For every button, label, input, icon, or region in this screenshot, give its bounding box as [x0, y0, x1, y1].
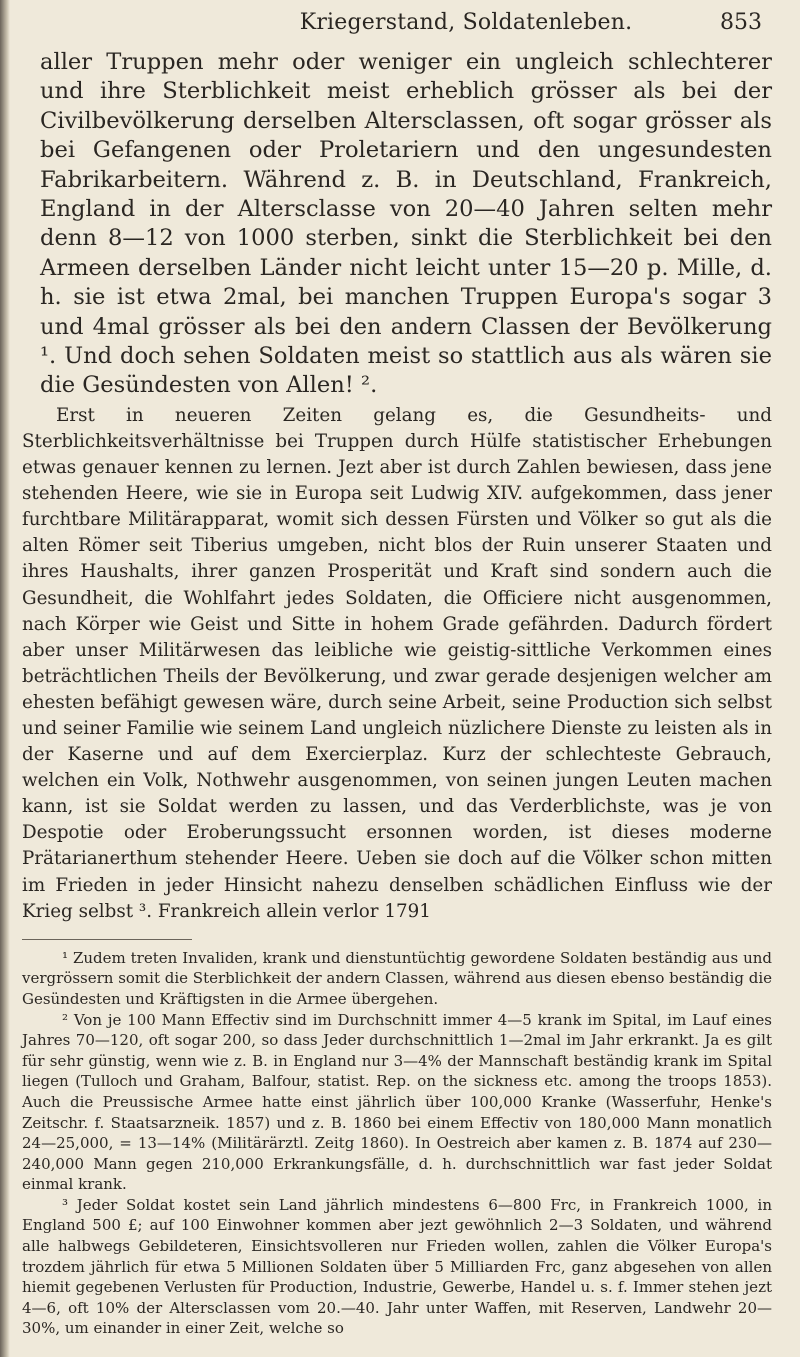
main-paragraph-1: aller Truppen mehr oder weniger ein ungleich schlechterer und ihre Sterblichkeit meist erheblich grösser als bei der Civilbevölkerung derselben Altersclassen, oft sogar grösser als bei Gefangenen oder Proletariern und den ungesundesten Fabrikarbeitern. Während z. B. in Deutschland, Frankreich, England in der Altersclasse von 20—40 Jahren selten mehr denn 8—12 von 1000 sterben, sinkt die Sterblichkeit bei den Armeen derselben Länder nicht leicht unter 15—20 p. Mille, d. h. sie ist etwa 2mal, bei manchen Truppen Europa's sogar 3 und 4mal grösser als bei den andern Classen der Bevölkerung ¹. Und doch sehen Soldaten meist so stattlich aus als wären sie die Gesündesten von Allen! ². — [40, 49, 772, 399]
footnote-1: ¹ Zudem treten Invaliden, krank und dienstuntüchtig gewordene Soldaten beständig aus und vergrössern somit die Sterblichkeit der andern Classen, während aus diesen ebenso beständig die Gesündesten und Kräftigsten in die Armee übergehen. — [22, 948, 772, 1008]
footnote-2: ² Von je 100 Mann Effectiv sind im Durchschnitt immer 4—5 krank im Spital, im Lauf eines Jahres 70—120, oft sogar 200, so dass Jeder durchschnittlich 1—2mal im Jahr erkrankt. Ja es gilt für sehr günstig, wenn wie z. B. in England nur 3—4% der Mannschaft beständig krank im Spital liegen (Tulloch und Graham, Balfour, statist. Rep. on the sickness etc. among the troops 1853). Auch die Preussische Armee hatte einst jährlich über 100,000 Kranke (Wasserfuhr, Henke's Zeitschr. f. Staatsarzneik. 1857) und z. B. 1860 bei einem Effectiv von 180,000 Mann monatlich 24—25,000, = 13—14% (Militärärztl. Zeitg 1860). In Oestreich aber kamen z. B. 1874 auf 230—240,000 Mann gegen 210,000 Erkrankungsfälle, d. h. durchschnittlich war fast jeder Soldat einmal krank. — [22, 1010, 772, 1194]
page-body — [22, 48, 772, 1339]
footnote-separator — [22, 939, 192, 940]
page-binding-edge — [0, 0, 10, 1357]
running-title: Kriegerstand, Soldatenleben. — [299, 10, 633, 35]
main-paragraph-2: Erst in neueren Zeiten gelang es, die Gesundheits- und Sterblichkeitsverhältnisse bei Truppen durch Hülfe statistischer Erhebungen etwas genauer kennen zu lernen. Jezt aber ist durch Zahlen bewiesen, dass jene stehenden Heere, wie sie in Europa seit Ludwig XIV. aufgekommen, dass jener furchtbare Militärapparat, womit sich dessen Fürsten und Völker so gut als die alten Römer seit Tiberius umgeben, nicht blos der Ruin unserer Staaten und ihres Haushalts, ihrer ganzen Prosperität und Kraft sind sondern auch die Gesundheit, die Wohlfahrt jedes Soldaten, die Officiere nicht ausgenommen, nach Körper wie Geist und Sitte in hohem Grade gefährden. Dadurch fördert aber unser Militärwesen das leibliche wie geistig-sittliche Verkommen eines beträchtlichen Theils der Bevölkerung, und zwar gerade desjenigen welcher am ehesten befähigt gewesen wäre, durch seine Arbeit, seine Production sich selbst und seiner Familie wie seinem Land ungleich nüzlichere Dienste zu leisten als in der Kaserne und auf dem Exercierplaz. Kurz der schlechteste Gebrauch, welchen ein Volk, Nothwehr ausgenommen, von seinen jungen Leuten machen kann, ist sie Soldat werden zu lassen, und das Verderblichste, was je von Despotie oder Eroberungssucht ersonnen worden, ist dieses moderne Prätarianerthum stehender Heere. Ueben sie doch auf die Völker schon mitten im Frieden in jeder Hinsicht nahezu denselben schädlichen Einfluss wie der Krieg selbst ³. Frankreich allein verlor 1791 — [22, 404, 772, 922]
running-header — [230, 10, 762, 42]
footnote-3: ³ Jeder Soldat kostet sein Land jährlich mindestens 6—800 Frc, in Frankreich 1000, in England 500 £; auf 100 Einwohner kommen aber jezt gewöhnlich 2—3 Soldaten, und während alle halbwegs Gebildeteren, Einsichtsvolleren nur Frieden wollen, zahlen die Völker Europa's trozdem jährlich für etwa 5 Millionen Soldaten über 5 Milliarden Frc, ganz abgesehen von allen hiemit gegebenen Verlusten für Production, Industrie, Gewerbe, Handel u. s. f. Immer stehen jezt 4—6, oft 10% der Altersclassen vom 20.—40. Jahr unter Waffen, mit Reserven, Landwehr 20—30%, um einander in einer Zeit, welche so — [22, 1195, 772, 1338]
page-number: 853 — [720, 10, 762, 35]
